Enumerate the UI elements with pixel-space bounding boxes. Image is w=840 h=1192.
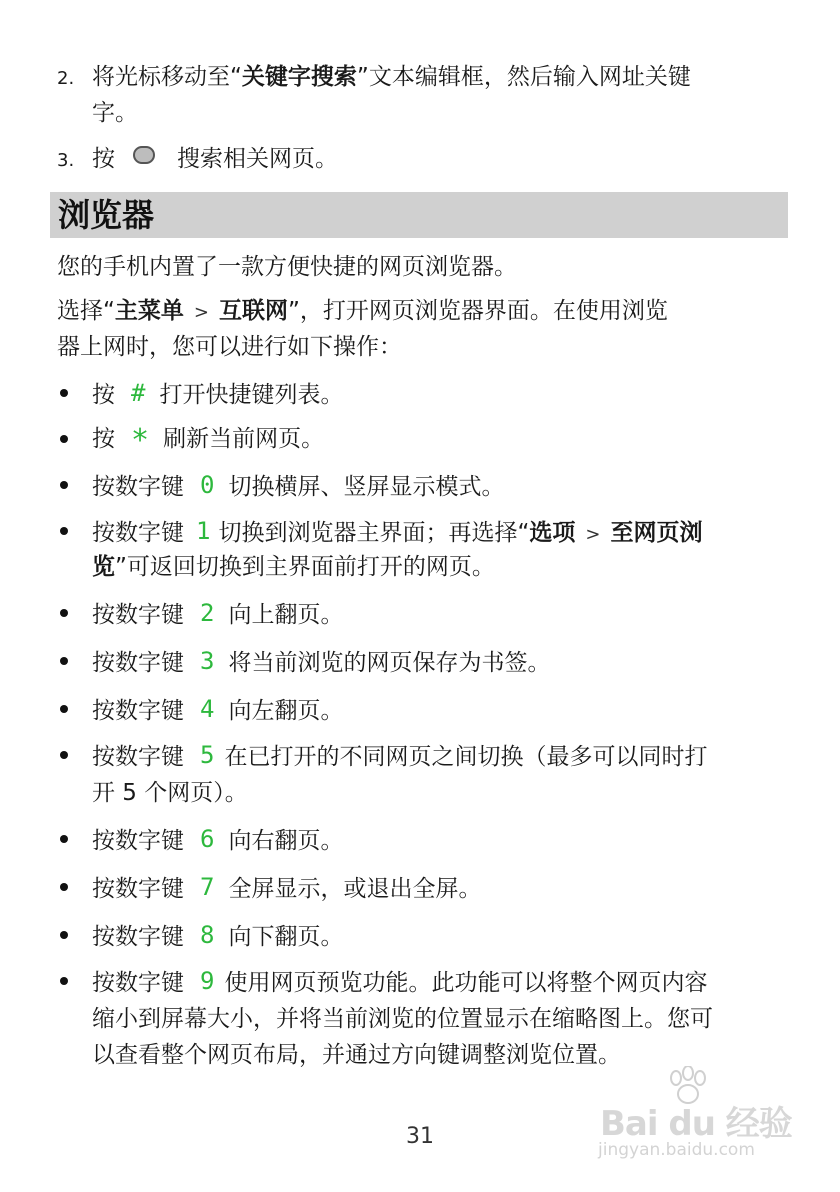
key-7-icon: 7 bbox=[200, 873, 215, 901]
bullet-icon bbox=[60, 977, 68, 985]
key-9-icon: 9 bbox=[200, 967, 215, 995]
section-header bbox=[50, 192, 788, 238]
key-1-icon: 1 bbox=[196, 517, 211, 545]
bullet-icon bbox=[60, 883, 68, 891]
bullet-icon bbox=[60, 751, 68, 759]
key-4-icon: 4 bbox=[200, 695, 215, 723]
key-3-icon: 3 bbox=[200, 647, 215, 675]
bullet-icon bbox=[60, 657, 68, 665]
bullet-icon bbox=[60, 527, 68, 535]
baidu-watermark bbox=[596, 1066, 792, 1166]
bullet-icon bbox=[60, 705, 68, 713]
bullet-icon bbox=[60, 481, 68, 489]
page-number: 31 bbox=[406, 1124, 434, 1149]
step-number: 2. bbox=[57, 68, 75, 89]
bullet-icon bbox=[60, 931, 68, 939]
key-2-icon: 2 bbox=[200, 599, 215, 627]
key-6-icon: 6 bbox=[200, 825, 215, 853]
section-title: 浏览器 bbox=[58, 196, 155, 234]
bullet-icon bbox=[60, 835, 68, 843]
key-0-icon: 0 bbox=[200, 471, 215, 499]
bullet-icon bbox=[60, 609, 68, 617]
key-star-icon: * bbox=[131, 423, 150, 458]
key-8-icon: 8 bbox=[200, 921, 215, 949]
round-button-icon bbox=[133, 146, 155, 164]
key-5-icon: 5 bbox=[200, 741, 215, 769]
bullet-icon bbox=[60, 389, 68, 397]
keyword-search-label: 关键字搜索 bbox=[241, 64, 357, 90]
watermark-brand: Bai du 经验 bbox=[600, 1104, 792, 1144]
step-number: 3. bbox=[57, 150, 75, 171]
watermark-url: jingyan.baidu.com bbox=[598, 1140, 755, 1160]
bullet-icon bbox=[60, 435, 68, 443]
key-hash-icon: # bbox=[131, 379, 146, 407]
